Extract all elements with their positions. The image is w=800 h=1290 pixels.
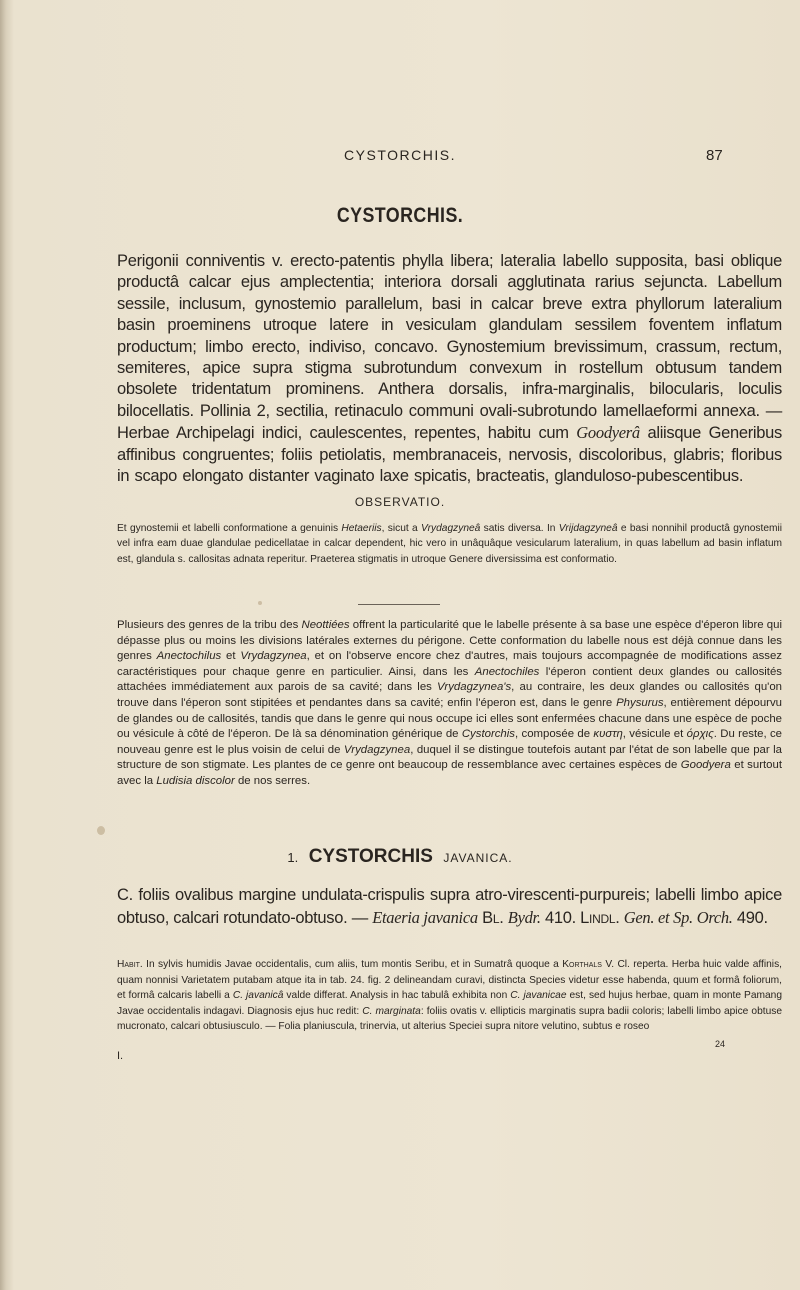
species-genus: CYSTORCHIS — [308, 846, 433, 867]
fr-i10: Ludisia discolor — [156, 774, 235, 787]
fr-i7: Cystorchis — [461, 728, 515, 741]
species-gen-sp: Gen. et Sp. Orch. — [623, 907, 733, 927]
species-synonym: Etaeria javanica — [372, 907, 478, 927]
fr-i9: Goodyera — [680, 759, 731, 772]
fr-t11: , duquel il se distingue toutefois autant par l'état de son labelle que par la structure de son stigmate. Les plantes de ce genre ont beaucoup de ressemblance avec certaines espèces de — [117, 743, 782, 772]
obs-t2: , sicut a — [381, 523, 422, 534]
diagnosis-goodyera: Goodyerâ — [576, 423, 640, 443]
hab-i3: C. marginata — [362, 1005, 421, 1017]
hab-i1: C. javanicâ — [232, 990, 284, 1002]
genus-diagnosis — [117, 251, 782, 487]
hab-t5: : foliis ovatis v. ellipticis marginatis supra badii coloris; labelli limbo apice obtuse mucronato, calcari obtusiusculo. — Folia planiuscula, trinervia, ut alterius Speciei supra nitore velutino, subtus e roseo — [117, 1005, 782, 1033]
fr-greek-1: κυστη — [593, 728, 623, 741]
fr-i3: Vrydagzynea — [240, 650, 307, 663]
fr-i4: Anectochiles — [474, 665, 540, 678]
obs-t3: satis diversa. In — [480, 523, 559, 534]
obs-i3: Vrijdagzyneâ — [558, 523, 618, 534]
fr-t10: . Du reste, ce nouveau genre est le plus voisin de celui de — [117, 728, 782, 756]
page-number: 87 — [706, 147, 723, 164]
species-gen-sp-page: 490. — [732, 908, 768, 927]
species-diag-text: C. foliis ovalibus margine undulata-crispulis supra atro-virescenti-purpureis; labelli limbo apice obtuso, calcari rotundato-obtuso. — — [117, 886, 782, 927]
fr-t3: et — [221, 650, 241, 663]
french-description — [117, 618, 782, 790]
fr-greek-2: όρχις — [686, 728, 714, 741]
fr-t12: et surtout avec la — [117, 759, 782, 787]
obs-t4: e basi nonnihil productâ gynostemii vel infra eam duae glandulae pedicellatae in calcar dependent, hic vero in unâquâque vesicularum lateralium, in quas labellum ad basin inflatum est, glandula s. callositas adnata reperitur. Praeterea stigmatis in utroque Genere diversissima est conformatio. — [117, 523, 783, 565]
habitat-text — [117, 957, 782, 1035]
species-author-bl: Bl. — [482, 908, 504, 927]
fr-t5: l'éperon contient deux glandes ou callosités attachées immédiatement aux parois de sa cavité; dans les — [117, 665, 782, 694]
fr-i5: Vrydagzynea's — [437, 681, 512, 694]
fr-i1: Neottiées — [301, 619, 350, 631]
obs-i1: Hetaeriis — [341, 523, 382, 534]
obs-i2: Vrydagzyneâ — [421, 523, 481, 534]
species-heading — [0, 846, 800, 868]
fr-t6: , au contraire, les deux glandes ou callosités qu'on trouve dans l'éperon sont stipitées et pendantes dans sa cavité; enfin l'éperon est, dans le genre — [117, 681, 782, 709]
hab-t4: est, sed hujus herbae, quam in monte Pamang Javae occidentalis indagavi. Diagnosis ejus huc redit: — [117, 990, 782, 1017]
fr-t9: , vésicule et — [622, 728, 687, 741]
fr-i6: Physurus — [616, 696, 664, 709]
fr-t7: , entièrement dépourvu de glandes ou de callosités, tandis que dans le genre qui nous occupe ici elles sont enfermées chacune dans une espèce de poche ou vésicule à côté de l'éperon. De là sa dénomination générique de — [117, 696, 782, 741]
fr-t4: , et on l'observe encore chez d'autres, mais toujours accompagnée de modifications assez caractéristiques pour chaque genre en particulier. Ainsi, dans les — [117, 650, 782, 678]
genus-title: CYSTORCHIS. — [336, 204, 464, 227]
diagnosis-text-a: Perigonii conniventis v. erecto-patentis phylla libera; lateralia labello supposita, basi oblique productâ calcar ejus amplectentia; interiora dorsali agglutinata rarius sejuncta. Labellum sessile, inclusum, gynostemio parallelum, basi in calcar breve extra phyllorum lateralium basin proeminens utroque latere in vesiculam glandulam sessilem foventem inflatum productum; limbo erecto, indiviso, concavo. Gynostemium brevissimum, crassum, rectum, semiteres, apice supra stigma subrotundum convexum in rostellum obtusum tandem obsolete tridentatum prominens. Anthera dorsalis, infra-marginalis, bilocularis, loculis bilocellatis. Pollinia 2, sectilia, retinaculo communi ovali-subrotundo lamellaeformi annexa. — Herbae Archipelagi indici, caulescentes, repentes, habitu cum — [117, 252, 782, 443]
fr-i2: Anectochilus — [156, 650, 222, 663]
signature-mark: I. — [117, 1050, 124, 1062]
observatio-text — [117, 521, 782, 567]
habitat-label: Habit. — [117, 959, 143, 970]
fr-t8: , composée de — [515, 728, 594, 741]
fr-t1: Plusieurs des genres de la tribu des — [117, 619, 302, 631]
fr-t2: offrent la particularité que le labelle présente à sa base une espèce d'éperon libre qui dépasse plus ou moins les divisions latérales externes du périgone. Cette conformation du labelle nous est déjà connue dans les genres — [117, 619, 782, 663]
obs-t1: Et gynostemii et labelli conformatione a genuinis — [117, 523, 342, 534]
stain-spot — [97, 826, 105, 835]
species-bydr-page: 410. — [540, 908, 576, 927]
species-epithet: JAVANICA. — [443, 851, 513, 865]
hab-korthals: Korthals — [562, 959, 602, 970]
species-diagnosis — [117, 885, 782, 929]
diagnosis-text-b: aliisque Generibus affinibus congruentes; foliis petiolatis, membranaceis, nervosis, discoloribus, glabris; floribus in scapo elongato distanter vaginato laxe spicatis, bracteatis, glanduloso-pubescentibus. — [117, 424, 782, 486]
fr-t13: de nos serres. — [234, 774, 311, 787]
species-bydr: Bydr. — [507, 907, 541, 927]
plate-reference: 24 — [715, 1039, 726, 1049]
observatio-heading: OBSERVATIO. — [354, 495, 446, 509]
section-divider — [358, 604, 440, 605]
hab-t3: valde differat. Analysis in hac tabulâ exhibita non — [283, 990, 511, 1002]
species-number: 1. — [287, 850, 299, 865]
hab-i2: C. javanicae — [510, 990, 567, 1002]
species-lindl: Lindl. — [580, 908, 620, 927]
stain-spot — [258, 601, 262, 605]
fr-i8: Vrydagzynea — [343, 743, 411, 756]
running-title: CYSTORCHIS. — [344, 147, 456, 163]
hab-t2: V. Cl. reperta. Herba huic valde affinis, quam nonnisi Varietatem putabam atque ita in tab. 24. fig. 2 delineandam curavi, distincta Species videtur esse habenda, quum et formâ foliorum, et formâ calcaris labelli a — [117, 959, 782, 1002]
hab-t1: In sylvis humidis Javae occidentalis, cum aliis, tum montis Seribu, et in Sumatrâ quoque a — [142, 959, 563, 970]
